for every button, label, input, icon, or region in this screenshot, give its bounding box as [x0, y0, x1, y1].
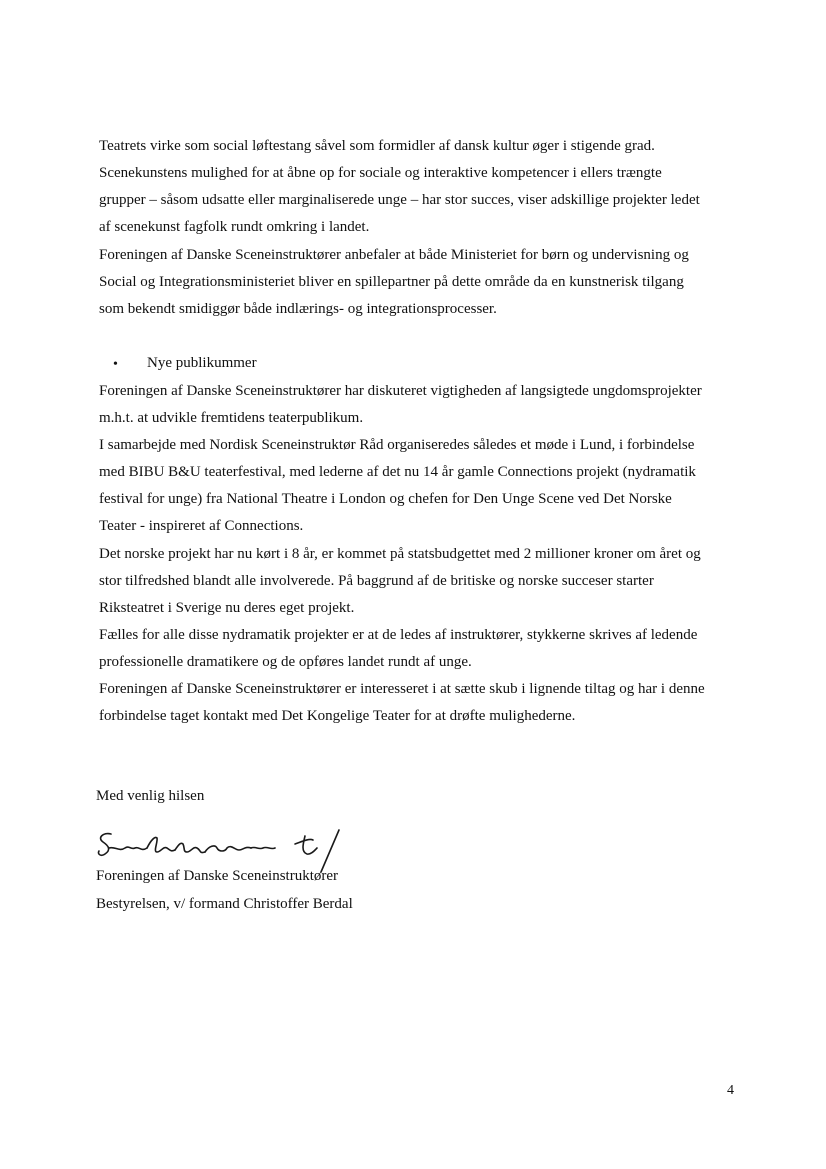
paragraph3-line-5: festival for unge) fra National Theatre i London og chefen for Den Unge Scene ved Det Norske	[99, 491, 672, 507]
paragraph3-line-12: Foreningen af Danske Sceneinstruktører er interesseret i at sætte skub i lignende tiltag og har i denne	[99, 681, 705, 697]
page-number: 4	[727, 1083, 734, 1098]
paragraph3-line-7: Det norske projekt har nu kørt i 8 år, er kommet på statsbudgettet med 2 millioner kroner om året og	[99, 546, 701, 562]
paragraph1-line-3: grupper – såsom udsatte eller marginaliserede unge – har stor succes, viser adskillige projekter ledet	[99, 192, 700, 208]
paragraph2-line-2: Social og Integrationsministeriet bliver en spillepartner på dette område da en kunstnerisk tilgang	[99, 274, 684, 290]
paragraph3-line-10: Fælles for alle disse nydramatik projekter er at de ledes af instruktører, stykkerne skrives af ledende	[99, 627, 698, 643]
signature-name: Bestyrelsen, v/ formand Christoffer Berdal	[96, 896, 353, 912]
paragraph2-line-1: Foreningen af Danske Sceneinstruktører anbefaler at både Ministeriet for børn og undervisning og	[99, 247, 689, 263]
closing-greeting: Med venlig hilsen	[96, 788, 205, 804]
paragraph2-line-3: som bekendt smidiggør både indlærings- og integrationsprocesser.	[99, 301, 497, 317]
paragraph1-line-4: af scenekunst fagfolk rundt omkring i landet.	[99, 219, 370, 235]
paragraph1-line-2: Scenekunstens mulighed for at åbne op for sociale og interaktive kompetencer i ellers trængte	[99, 165, 662, 181]
bullet-symbol: •	[113, 357, 118, 372]
paragraph3-line-8: stor tilfredshed blandt alle involverede. På baggrund af de britiske og norske succeser starter	[99, 573, 654, 589]
paragraph3-line-9: Riksteatret i Sverige nu deres eget projekt.	[99, 600, 355, 616]
paragraph3-line-4: med BIBU B&U teaterfestival, med lederne af det nu 14 år gamle Connections projekt (nydramatik	[99, 464, 696, 480]
bullet-heading: Nye publikummer	[147, 355, 257, 371]
paragraph3-line-1: Foreningen af Danske Sceneinstruktører har diskuteret vigtigheden af langsigtede ungdomsprojekter	[99, 383, 702, 399]
paragraph3-line-6: Teater - inspireret af Connections.	[99, 518, 304, 534]
signature-organization: Foreningen af Danske Sceneinstruktører	[96, 868, 339, 884]
paragraph1-line-1: Teatrets virke som social løftestang såvel som formidler af dansk kultur øger i stigende grad.	[99, 138, 655, 154]
paragraph3-line-2: m.h.t. at udvikle fremtidens teaterpublikum.	[99, 410, 364, 426]
paragraph3-line-13: forbindelse taget kontakt med Det Kongelige Teater for at drøfte mulighederne.	[99, 708, 576, 724]
paragraph3-line-3: I samarbejde med Nordisk Sceneinstruktør Råd organiseredes således et møde i Lund, i forbindelse	[99, 437, 695, 453]
paragraph3-line-11: professionelle dramatikere og de opføres landet rundt af unge.	[99, 654, 472, 670]
